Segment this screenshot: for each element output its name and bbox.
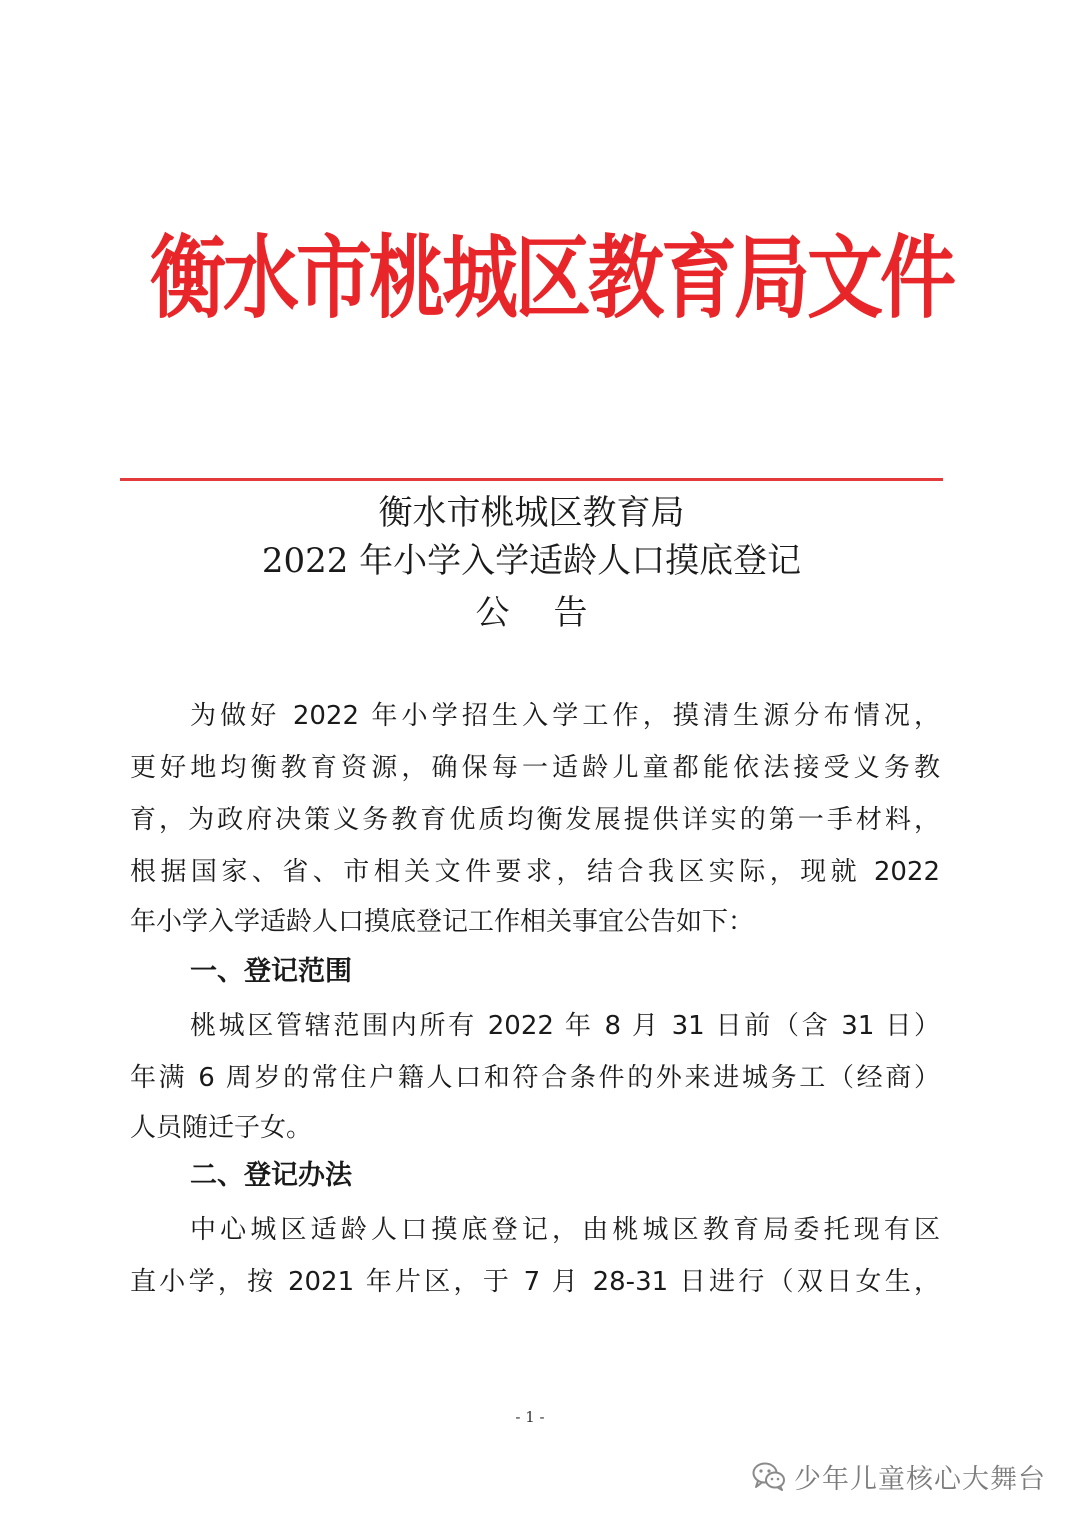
section-1-line-2: 年满 6 周岁的常住户籍人口和符合条件的外来进城务工（经商） bbox=[130, 1063, 940, 1093]
watermark-text: 少年儿童核心大舞台 bbox=[794, 1463, 1046, 1495]
wechat-icon bbox=[752, 1461, 786, 1491]
red-divider-rule bbox=[120, 478, 943, 481]
notice-title-line-1: 衡水市桃城区教育局 bbox=[378, 493, 685, 533]
page-number: - 1 - bbox=[515, 1408, 545, 1426]
intro-line-2: 更好地均衡教育资源，确保每一适龄儿童都能依法接受义务教 bbox=[130, 753, 940, 783]
notice-title-line-2: 2022 年小学入学适龄人口摸底登记 bbox=[261, 541, 802, 581]
section-1-line-3: 人员随迁子女。 bbox=[130, 1113, 313, 1143]
section-1-line-1: 桃城区管辖范围内所有 2022 年 8 月 31 日前（含 31 日） bbox=[190, 1011, 940, 1041]
section-1-heading: 一、登记范围 bbox=[190, 956, 352, 987]
section-2-heading: 二、登记办法 bbox=[190, 1160, 352, 1191]
section-2-line-1: 中心城区适龄人口摸底登记，由桃城区教育局委托现有区 bbox=[190, 1215, 940, 1245]
intro-line-1: 为做好 2022 年小学招生入学工作，摸清生源分布情况， bbox=[190, 701, 940, 731]
notice-title-line-3: 公告 bbox=[475, 593, 632, 633]
wechat-watermark bbox=[752, 1456, 1046, 1496]
masthead-title: 衡水市桃城区教育局文件 bbox=[150, 224, 953, 331]
intro-line-3: 育，为政府决策义务教育优质均衡发展提供详实的第一手材料， bbox=[130, 805, 940, 835]
intro-line-4: 根据国家、省、市相关文件要求，结合我区实际，现就 2022 bbox=[130, 857, 940, 887]
section-2-line-2: 直小学，按 2021 年片区，于 7 月 28-31 日进行（双日女生， bbox=[130, 1267, 940, 1297]
intro-line-5: 年小学入学适龄人口摸底登记工作相关事宜公告如下： bbox=[130, 907, 755, 937]
